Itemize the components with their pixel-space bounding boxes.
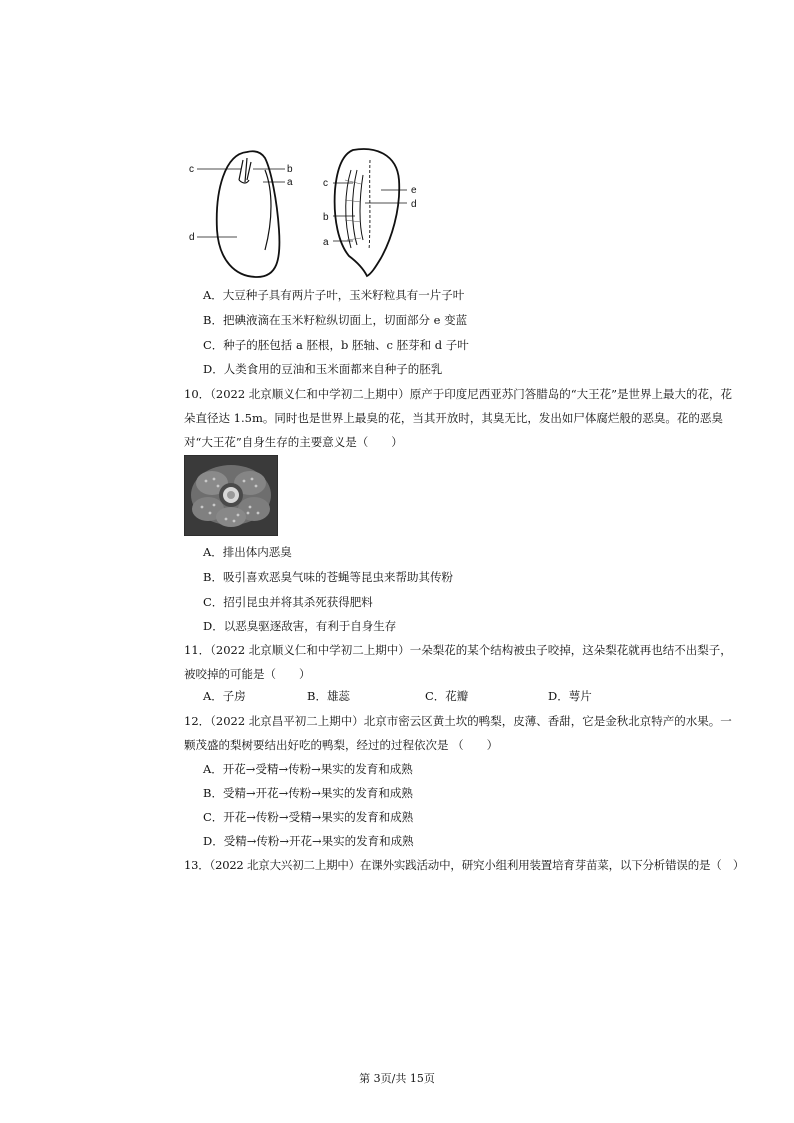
q10-stem-line-1: 10．（2022 北京顺义仁和中学初二上期中）原产于印度尼西亚苏门答腊岛的“大王花”是世界上最大的花，花 <box>184 387 733 401</box>
q11-option-b: B．雄蕊 <box>307 689 350 703</box>
bean-label-b: b <box>287 164 293 175</box>
q12-option-c: C．开花→传粉→受精→果实的发育和成熟 <box>203 810 414 824</box>
q9-option-a: A．大豆种子具有两片子叶，玉米籽粒具有一片子叶 <box>203 288 465 302</box>
q11-option-c: C．花瓣 <box>425 689 469 703</box>
q12-stem-line-1: 12．（2022 北京昌平初二上期中）北京市密云区黄土坎的鸭梨，皮薄、香甜，它是金秋北京特产的水果。一 <box>184 714 732 728</box>
q9-option-d: D．人类食用的豆油和玉米面都来自种子的胚乳 <box>203 362 443 376</box>
bean-label-a: a <box>287 177 293 188</box>
q12-option-b: B．受精→开花→传粉→果实的发育和成熟 <box>203 786 413 800</box>
bean-label-d: d <box>189 232 195 243</box>
corn-kernel-drawing <box>323 149 417 276</box>
q11-option-a: A．子房 <box>203 689 246 703</box>
corn-label-b: b <box>323 212 329 223</box>
q10-option-d: D．以恶臭驱逐敌害，有利于自身生存 <box>203 619 397 633</box>
corn-label-e: e <box>411 185 417 196</box>
q10-option-a: A．排出体内恶臭 <box>203 545 292 559</box>
corn-label-a: a <box>323 237 329 248</box>
q9-option-c: C．种子的胚包括 a 胚根，b 胚轴、c 胚芽和 d 子叶 <box>203 338 469 352</box>
bean-label-c: c <box>189 164 194 175</box>
q10-stem-line-2: 朵直径达 1.5m。同时也是世界上最臭的花，当其开放时，其臭无比，发出如尸体腐烂般的恶臭。花的恶臭 <box>184 411 723 425</box>
q11-options-row <box>203 688 763 704</box>
q10-option-b: B．吸引喜欢恶臭气味的苍蝇等昆虫来帮助其传粉 <box>203 570 453 584</box>
q12-option-d: D．受精→传粉→开花→果实的发育和成熟 <box>203 834 414 848</box>
page-footer: 第 3页/共 15页 <box>359 1072 435 1085</box>
rafflesia-photo <box>184 455 278 536</box>
corn-label-d: d <box>411 199 417 210</box>
q12-stem-line-2: 颗茂盛的梨树要结出好吃的鸭梨，经过的过程依次是 （ ） <box>184 738 499 752</box>
corn-label-c: c <box>323 178 328 189</box>
bean-seed-drawing <box>189 151 293 277</box>
q11-stem-line-1: 11．（2022 北京顺义仁和中学初二上期中）一朵梨花的某个结构被虫子咬掉，这朵梨花就再也结不出梨子， <box>184 643 732 657</box>
q10-option-c: C．招引昆虫并将其杀死获得肥料 <box>203 595 373 609</box>
q13-stem-line-1: 13．（2022 北京大兴初二上期中）在课外实践活动中，研究小组利用装置培育芽苗菜，以下分析错误的是（ ） <box>184 858 745 872</box>
seed-diagram <box>185 140 445 280</box>
q12-option-a: A．开花→受精→传粉→果实的发育和成熟 <box>203 762 413 776</box>
q11-stem-line-2: 被咬掉的可能是（ ） <box>184 667 311 681</box>
q11-option-d: D．萼片 <box>548 689 592 703</box>
q9-option-b: B．把碘液滴在玉米籽粒纵切面上，切面部分 e 变蓝 <box>203 313 468 327</box>
q10-stem-line-3: 对“大王花”自身生存的主要意义是（ ） <box>184 435 403 449</box>
